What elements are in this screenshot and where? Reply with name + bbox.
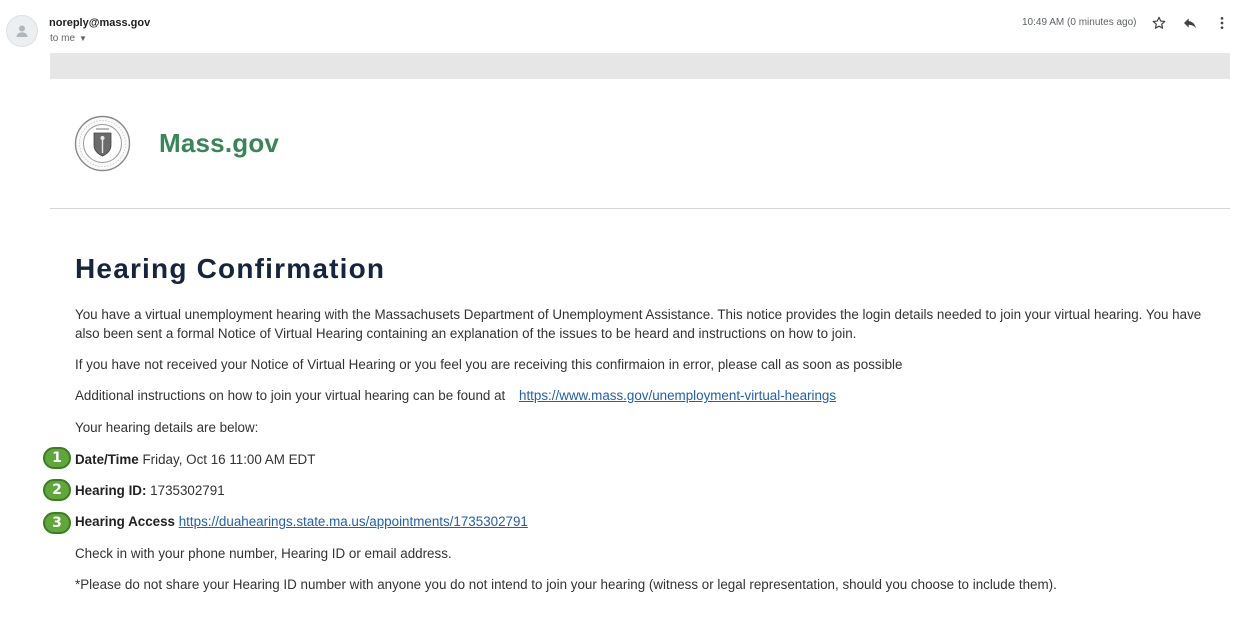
more-vert-icon — [1214, 15, 1230, 31]
detail-value: Friday, Oct 16 11:00 AM EDT — [142, 452, 316, 467]
instructions-paragraph — [75, 386, 836, 405]
detail-row-datetime — [75, 450, 315, 469]
checkin-text: Check in with your phone number, Hearing ID or email address. — [75, 546, 452, 561]
callout-badge-2: 2 — [43, 479, 71, 501]
intro-paragraph: You have a virtual unemployment hearing with the Massachusets Department of Unemployment Assistance. This notice provides the login details needed to join your virtual hearing. You have also been sent a formal Notice of Virtual Hearing containing an explanation of the issues to be heard and instructions on how to join. — [75, 307, 1202, 341]
callout-badge-1: 1 — [43, 447, 71, 469]
brand-name: Mass.gov — [159, 128, 280, 158]
timestamp: 10:49 AM (0 minutes ago) — [1022, 17, 1137, 28]
detail-label: Hearing Access — [75, 514, 175, 529]
star-icon — [1151, 15, 1167, 31]
error-paragraph: If you have not received your Notice of Virtual Hearing or you feel you are receiving this confirmaion in error, please call as soon as possible — [75, 357, 903, 372]
avatar-icon — [14, 23, 30, 39]
page-title: Hearing Confirmation — [75, 253, 386, 284]
more-options-button[interactable] — [1212, 13, 1232, 33]
reply-button[interactable] — [1180, 13, 1200, 33]
instructions-link[interactable]: https://www.mass.gov/unemployment-virtual-hearings — [519, 388, 837, 403]
detail-row-hearing-id — [75, 481, 225, 500]
star-button[interactable] — [1149, 13, 1169, 33]
details-intro: Your hearing details are below: — [75, 420, 259, 435]
detail-row-access — [75, 512, 528, 531]
recipient-label: to me — [50, 33, 76, 44]
recipient-toggle[interactable] — [50, 33, 87, 44]
detail-label: Date/Time — [75, 452, 139, 467]
email-top-band — [50, 53, 1230, 79]
privacy-note: *Please do not share your Hearing ID number with anyone you do not intend to join your hearing (witness or legal representation, should you choose to include them). — [75, 577, 1057, 592]
hearing-access-link[interactable]: https://duahearings.state.ma.us/appointments/1735302791 — [178, 514, 528, 529]
mass-seal-logo — [74, 115, 131, 172]
avatar[interactable] — [6, 15, 38, 47]
header-divider — [50, 208, 1230, 209]
chevron-down-icon: ▼ — [79, 34, 87, 43]
detail-label: Hearing ID: — [75, 483, 147, 498]
reply-icon — [1182, 15, 1198, 31]
sender-name[interactable]: noreply@mass.gov — [49, 17, 151, 29]
instructions-text: Additional instructions on how to join your virtual hearing can be found at — [75, 388, 506, 403]
detail-value: 1735302791 — [150, 483, 225, 498]
callout-badge-3: 3 — [43, 512, 71, 534]
